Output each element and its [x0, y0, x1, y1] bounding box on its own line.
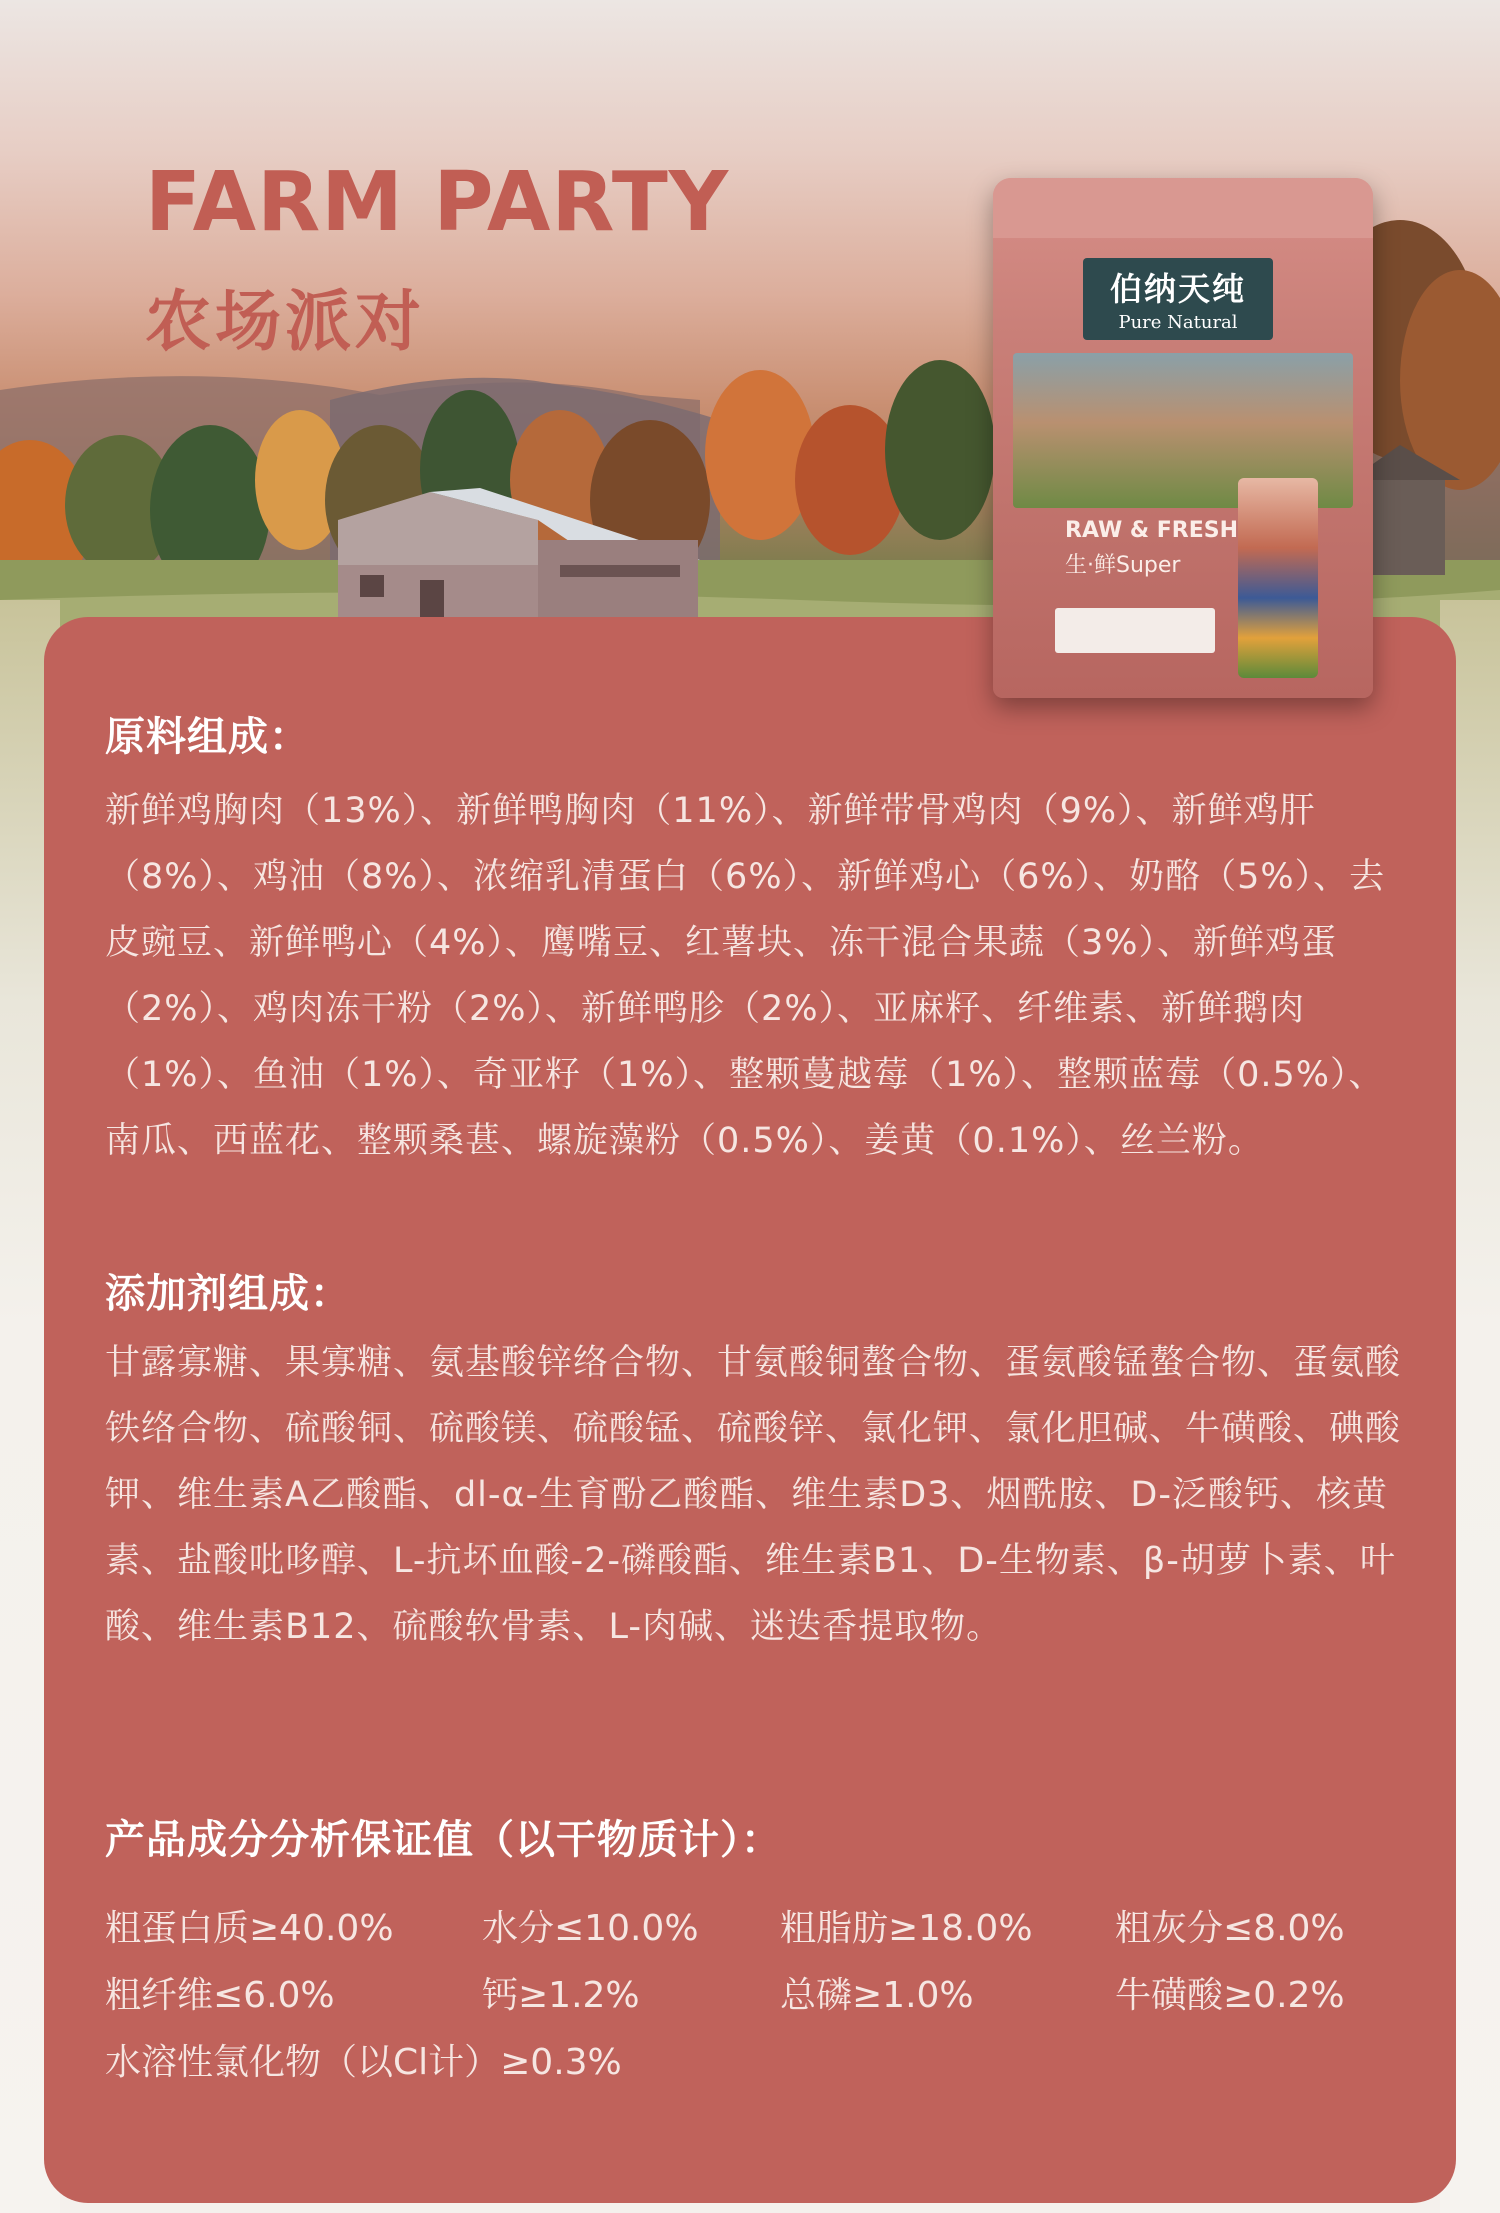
- analysis-item: 粗蛋白质≥40.0%: [105, 1908, 394, 1949]
- analysis-item: 钙≥1.2%: [482, 1975, 640, 2016]
- bag-label: [1055, 608, 1215, 653]
- analysis-heading: 产品成分分析保证值（以干物质计）：: [105, 1817, 782, 1863]
- analysis-item: 水分≤10.0%: [482, 1908, 699, 1949]
- analysis-item: 粗纤维≤6.0%: [105, 1975, 335, 2016]
- analysis-item: 总磷≥1.0%: [780, 1975, 974, 2016]
- product-bag-image: [993, 178, 1373, 698]
- bag-food-window: [1238, 478, 1318, 678]
- page-title: FARM PARTY: [145, 155, 730, 250]
- page-subtitle: 农场派对: [145, 283, 425, 360]
- analysis-item: 粗脂肪≥18.0%: [780, 1908, 1033, 1949]
- additives-heading: 添加剂组成：: [105, 1271, 351, 1317]
- ingredients-heading: 原料组成：: [105, 714, 310, 760]
- additives-text: 甘露寡糖、果寡糖、氨基酸锌络合物、甘氨酸铜螯合物、蛋氨酸锰螯合物、蛋氨酸铁络合物、硫酸铜、硫酸镁、硫酸锰、硫酸锌、氯化钾、氯化胆碱、牛磺酸、碘酸钾、维生素A乙酸酯、dl-α-生育酚乙酸酯、维生素D3、烟酰胺、D-泛酸钙、核黄素、盐酸吡哆醇、L-抗坏血酸-2-磷酸酯、维生素B1、D-生物素、β-胡萝卜素、叶酸、维生素B12、硫酸软骨素、L-肉碱、迷迭香提取物。: [105, 1343, 1402, 1647]
- ingredients-text: 新鲜鸡胸肉（13%）、新鲜鸭胸肉（11%）、新鲜带骨鸡肉（9%）、新鲜鸡肝（8%）、鸡油（8%）、浓缩乳清蛋白（6%）、新鲜鸡心（6%）、奶酪（5%）、去皮豌豆、新鲜鸭心（4%）、鹰嘴豆、红薯块、冻干混合果蔬（3%）、新鲜鸡蛋（2%）、鸡肉冻干粉（2%）、新鲜鸭胗（2%）、亚麻籽、纤维素、新鲜鹅肉（1%）、鱼油（1%）、奇亚籽（1%）、整颗蔓越莓（1%）、整颗蓝莓（0.5%）、南瓜、西蓝花、整颗桑葚、螺旋藻粉（0.5%）、姜黄（0.1%）、丝兰粉。: [105, 791, 1386, 1161]
- bag-top-strip: [993, 178, 1373, 238]
- analysis-item: 粗灰分≤8.0%: [1115, 1908, 1345, 1949]
- bag-subline: 生·鲜Super: [1065, 553, 1181, 578]
- brand-logo-cn: 伯纳天纯: [1109, 270, 1246, 308]
- analysis-item: 水溶性氯化物（以Cl计）≥0.3%: [105, 2042, 622, 2083]
- brand-logo: [1083, 258, 1273, 340]
- bag-tagline: RAW & FRESH: [1065, 518, 1239, 543]
- brand-logo-en: Pure Natural: [1118, 312, 1238, 333]
- analysis-item: 牛磺酸≥0.2%: [1115, 1975, 1345, 2016]
